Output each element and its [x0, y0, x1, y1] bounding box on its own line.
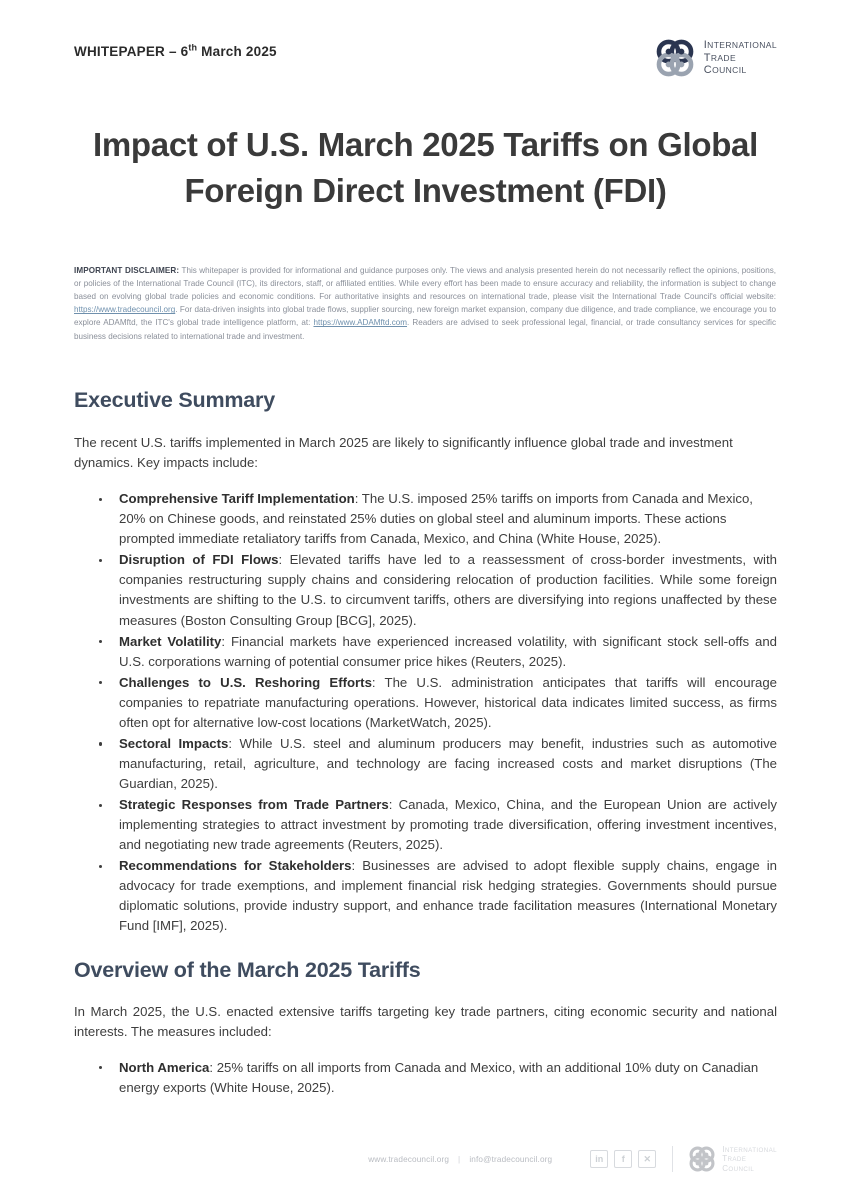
- tradecouncil-link[interactable]: https://www.tradecouncil.org: [74, 305, 176, 315]
- executive-summary-bullet-list: [74, 489, 777, 936]
- footer-itc-logo-line-1: INTERNATIONAL: [722, 1144, 777, 1154]
- document-body: [74, 388, 777, 1099]
- important-disclaimer: [74, 264, 776, 343]
- bullet-term: Market Volatility: [119, 633, 222, 649]
- linkedin-icon[interactable]: in: [590, 1150, 608, 1168]
- facebook-icon[interactable]: f: [614, 1150, 632, 1168]
- x-icon[interactable]: ✕: [638, 1150, 656, 1168]
- footer-website-link[interactable]: www.tradecouncil.org: [368, 1154, 450, 1164]
- disclaimer-text-3: . Readers are advised to seek professional legal, financial, or trade consultancy services for specific business decisions related to international trade and investment.: [74, 318, 776, 341]
- bullet-term: Strategic Responses from Trade Partners: [119, 797, 389, 813]
- document-header: [74, 36, 777, 90]
- list-item: [74, 550, 777, 630]
- itc-logo: [653, 36, 777, 80]
- bullet-term: Recommendations for Stakeholders: [119, 858, 352, 874]
- whitepaper-label-suffix: March 2025: [197, 44, 277, 59]
- bullet-term: Comprehensive Tariff Implementation: [119, 491, 355, 507]
- bullet-term: Disruption of FDI Flows: [119, 552, 279, 568]
- footer-itc-logo: [687, 1144, 777, 1174]
- disclaimer-label: IMPORTANT DISCLAIMER:: [74, 266, 180, 275]
- bullet-text: : 25% tariffs on all imports from Canada and Mexico, with an additional 10% duty on Canadian energy exports (White House, 2025).: [119, 1059, 759, 1095]
- bullet-text: : While U.S. steel and aluminum producers may benefit, industries such as automotive manufacturing, retail, agriculture, and technology are facing increased costs and market disruptions (The Guardian, 2025).: [119, 735, 778, 791]
- bullet-text: : Canada, Mexico, China, and the European Union are actively implementing strategies to attract investment by promoting trade diversification, offering investment incentives, and negotiating new trade agreements (Reuters, 2025).: [119, 797, 777, 853]
- whitepaper-label-ordinal: th: [188, 42, 198, 53]
- bullet-text: : The U.S. imposed 25% tariffs on imports from Canada and Mexico, 20% on Chinese goods, and reinstated 25% duties on global steel and aluminum imports. These actions prompted immediate retaliatory tariffs from Canada, Mexico, and China (White House, 2025).: [119, 491, 753, 547]
- page-content-area: [74, 0, 777, 1200]
- itc-logo-mark-icon: [687, 1144, 717, 1174]
- footer-email-link[interactable]: info@tradecouncil.org: [469, 1154, 553, 1164]
- overview-bullet-list: [74, 1058, 777, 1098]
- bullet-text: : Elevated tariffs have led to a reassessment of cross-border investments, with companies restructuring supply chains and considering relocation of production facilities. While some foreign investments are shifting to the U.S. to circumvent tariffs, others are diversifying into regions unaffected by these measures (Boston Consulting Group [BCG], 2025).: [119, 552, 777, 628]
- bullet-term: Challenges to U.S. Reshoring Efforts: [119, 674, 372, 690]
- disclaimer-text-2: . For data-driven insights into global trade flows, supplier sourcing, new foreign market expansion, company due diligence, and trade compliance, we encourage you to explore ADAMftd, the ITC's global trade intelligence platform, at:: [74, 305, 776, 328]
- overview-intro: In March 2025, the U.S. enacted extensive tariffs targeting key trade partners, citing economic security and national interests. The measures included:: [74, 1003, 777, 1039]
- itc-logo-mark-icon: [653, 36, 697, 80]
- footer-itc-logo-line-3: COUNCIL: [722, 1163, 755, 1173]
- footer-separator: |: [458, 1154, 461, 1164]
- footer-divider: [672, 1146, 673, 1172]
- section-heading-executive-summary: Executive Summary: [74, 388, 275, 412]
- list-item: [74, 1058, 777, 1098]
- list-item: [74, 856, 777, 936]
- list-item: [74, 632, 777, 672]
- section-spacer: [74, 938, 777, 958]
- list-item: [74, 795, 777, 855]
- footer-itc-logo-text: [722, 1145, 777, 1173]
- adamftd-link[interactable]: https://www.ADAMftd.com: [313, 318, 408, 328]
- whitepaper-date-label: [74, 44, 277, 59]
- bullet-term: North America: [119, 1059, 210, 1075]
- section-heading-overview: Overview of the March 2025 Tariffs: [74, 957, 421, 982]
- executive-summary-intro: The recent U.S. tariffs implemented in March 2025 are likely to significantly influence global trade and investment dynamics. Key impacts include:: [74, 435, 733, 471]
- itc-logo-line-2: TRADE: [703, 51, 737, 64]
- list-item: [74, 489, 777, 549]
- whitepaper-label-prefix: WHITEPAPER – 6: [74, 44, 189, 59]
- bullet-text: : The U.S. administration anticipates that tariffs will encourage companies to repatriate manufacturing operations. However, historical data indicates limited success, as firms often opt for alternative low-cost locations (MarketWatch, 2025).: [119, 674, 777, 730]
- bullet-text: : Financial markets have experienced increased volatility, with significant stock sell-offs and U.S. corporations warning of potential consumer price hikes (Reuters, 2025).: [119, 633, 777, 669]
- disclaimer-text-1: This whitepaper is provided for informational and guidance purposes only. The views and analysis presented herein do not necessarily reflect the opinions, positions, or policies of the International Trade Council (ITC), its directors, staff, or affiliated entities. While every effort has been made to ensure accuracy and reliability, the information is subject to change based on evolving global trade policies and economic conditions. For authoritative insights and resources on international trade, please visit the International Trade Council's official website:: [74, 266, 776, 302]
- bullet-text: : Businesses are advised to adopt flexible supply chains, engage in advocacy for trade exemptions, and implement financial risk hedging strategies. Governments should pursue diplomatic solutions, provide industry support, and enhance trade facilitation measures (International Monetary Fund [IMF], 2025).: [119, 858, 777, 934]
- itc-logo-line-1: INTERNATIONAL: [703, 38, 777, 51]
- footer-itc-logo-line-2: TRADE: [722, 1154, 747, 1164]
- bullet-term: Sectoral Impacts: [119, 735, 229, 751]
- document-footer: [74, 1136, 777, 1182]
- footer-contact-links: [368, 1155, 552, 1164]
- itc-logo-text: [704, 39, 777, 78]
- itc-logo-line-3: COUNCIL: [703, 64, 747, 77]
- document-title: Impact of U.S. March 2025 Tariffs on Global Foreign Direct Investment (FDI): [93, 126, 758, 209]
- list-item: [74, 673, 777, 733]
- list-item: [74, 734, 777, 794]
- footer-social-icons: [590, 1150, 656, 1168]
